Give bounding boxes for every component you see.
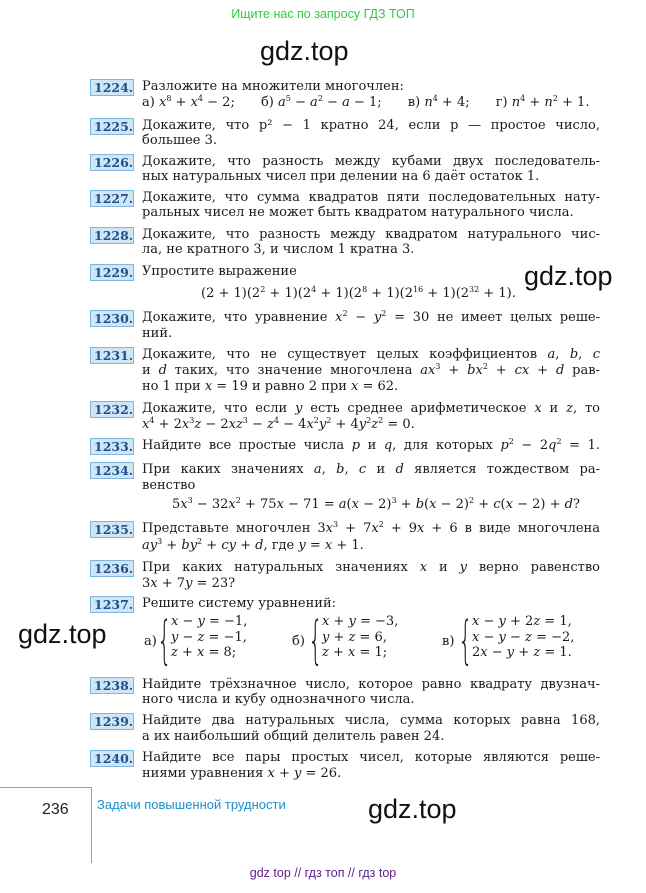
watermark: gdz.top <box>260 36 349 66</box>
problem-number: 1239. <box>90 713 134 730</box>
bottom-links[interactable]: gdz top // гдз топ // гдз top <box>249 866 397 880</box>
problem-number: 1238. <box>90 677 134 694</box>
equation-system: x − y = −1, y − z = −1, z + x = 8; <box>171 614 248 660</box>
problem-text: Докажите, что сумма квадратов пяти последовательных нату- <box>142 190 600 205</box>
brace: { <box>308 611 323 671</box>
problem-number: 1224. <box>90 79 134 96</box>
problem-text: Представьте многочлен $3x^3 + 7x^2 + 9x + 6$ в виде многочлена <box>142 520 600 536</box>
problem-number: 1231. <box>90 347 134 364</box>
problem-text: При каких натуральных значениях x и y верно равенство <box>142 560 600 575</box>
problem-text: большее 3. <box>142 133 217 148</box>
banner[interactable]: Ищите нас по запросу ГДЗ ТОП <box>231 7 415 21</box>
problem-number: 1227. <box>90 190 134 207</box>
equation: $(2 + 1)(2^2 + 1)(2^4 + 1)(2^8 + 1)(2^{16} + 1)(2^{32} + 1)$. <box>201 285 516 301</box>
watermark: gdz.top <box>18 619 107 649</box>
problem-text: Найдите все простые числа p и q, для которых $p^2 - 2q^2 = 1$. <box>142 437 601 453</box>
brace: { <box>157 611 172 671</box>
problem-text: 3x + 7y = 23? <box>142 576 236 591</box>
problem-number: 1240. <box>90 750 134 767</box>
footer-divider <box>91 787 92 863</box>
problem-text: Докажите, что разность между кубами двух последователь- <box>142 154 600 169</box>
problem-text: ральных чисел не может быть квадратом натурального числа. <box>142 205 574 220</box>
system-label: в) <box>442 634 455 649</box>
problem-text: При каких значениях a, b, c и d является тождеством ра- <box>142 462 600 477</box>
equation: $5x^3 - 32x^2 + 75x - 71 = a(x - 2)^3 + b(x - 2)^2 + c(x - 2) + d$? <box>172 496 580 512</box>
problem-text: Упростите выражение <box>142 264 297 279</box>
problem-text: $ay^3 + by^2$ + cy + d, где y = x + 1. <box>142 537 364 553</box>
problem-text: Найдите два натуральных числа, сумма которых равна 168, <box>142 713 600 728</box>
problem-number: 1234. <box>90 462 134 479</box>
problem-text: Докажите, что p² − 1 кратно 24, если p — простое число, <box>142 118 600 133</box>
watermark: gdz.top <box>524 261 613 291</box>
problem-text: венство <box>142 478 196 493</box>
problem-number: 1235. <box>90 521 134 538</box>
problem-number: 1225. <box>90 118 134 135</box>
problem-number: 1236. <box>90 560 134 577</box>
problem-number: 1229. <box>90 264 134 281</box>
problem-text: ла, не кратного 3, и числом 1 кратна 3. <box>142 242 415 257</box>
problem-text: и d таких, что значение многочлена $ax^3 + bx^2$ + cx + d рав- <box>142 362 600 378</box>
problem-options: а) $x^8 + x^4 - 2$; б) $a^5 - a^2 - a - 1$; в) $n^4 + 4$; г) $n^4 + n^2 + 1$. <box>142 94 590 110</box>
problem-text: а их наибольший общий делитель равен 24. <box>142 729 445 744</box>
problem-text: Найдите трёхзначное число, которое равно квадрату двузнач- <box>142 677 600 692</box>
problem-text: Найдите все пары простых чисел, которые являются реше- <box>142 750 600 765</box>
problem-number: 1226. <box>90 154 134 171</box>
section-title: Задачи повышенной трудности <box>97 797 286 812</box>
problem-number: 1228. <box>90 227 134 244</box>
problem-text: $x^4 + 2x^3z - 2xz^3 - z^4 - 4x^2y^2 + 4y^2z^2 = 0$. <box>142 416 415 432</box>
problem-text: но 1 при x = 19 и равно 2 при x = 62. <box>142 379 399 394</box>
problem-number: 1230. <box>90 310 134 327</box>
problem-text: ных натуральных чисел при делении на 6 даёт остаток 1. <box>142 169 540 184</box>
brace: { <box>458 611 473 671</box>
problem-text: ниями уравнения x + y = 26. <box>142 766 342 781</box>
problem-number: 1233. <box>90 438 134 455</box>
problem-text: ного числа и кубу однозначного числа. <box>142 692 415 707</box>
problem-text: Решите систему уравнений: <box>142 596 336 611</box>
page-number: 236 <box>42 801 69 818</box>
problem-number: 1237. <box>90 596 134 613</box>
problem-text: ний. <box>142 326 173 341</box>
problem-text: Докажите, что разность между квадратом натурального чис- <box>142 227 600 242</box>
equation-system: x − y + 2z = 1, x − y − z = −2, 2x − y + z = 1. <box>472 614 575 660</box>
watermark: gdz.top <box>368 794 457 824</box>
problem-text: Докажите, что не существует целых коэффициентов a, b, c <box>142 347 601 362</box>
system-label: а) <box>144 634 157 649</box>
problem-text: Докажите, что уравнение $x^2 - y^2 = 30$ не имеет целых реше- <box>142 309 600 325</box>
problem-number: 1232. <box>90 401 134 418</box>
problem-text: Докажите, что если y есть среднее арифметическое x и z, то <box>142 401 600 416</box>
problem-text: Разложите на множители многочлен: <box>142 79 404 94</box>
equation-system: x + y = −3, y + z = 6, z + x = 1; <box>322 614 399 660</box>
system-label: б) <box>292 634 305 649</box>
footer-divider <box>0 787 92 788</box>
